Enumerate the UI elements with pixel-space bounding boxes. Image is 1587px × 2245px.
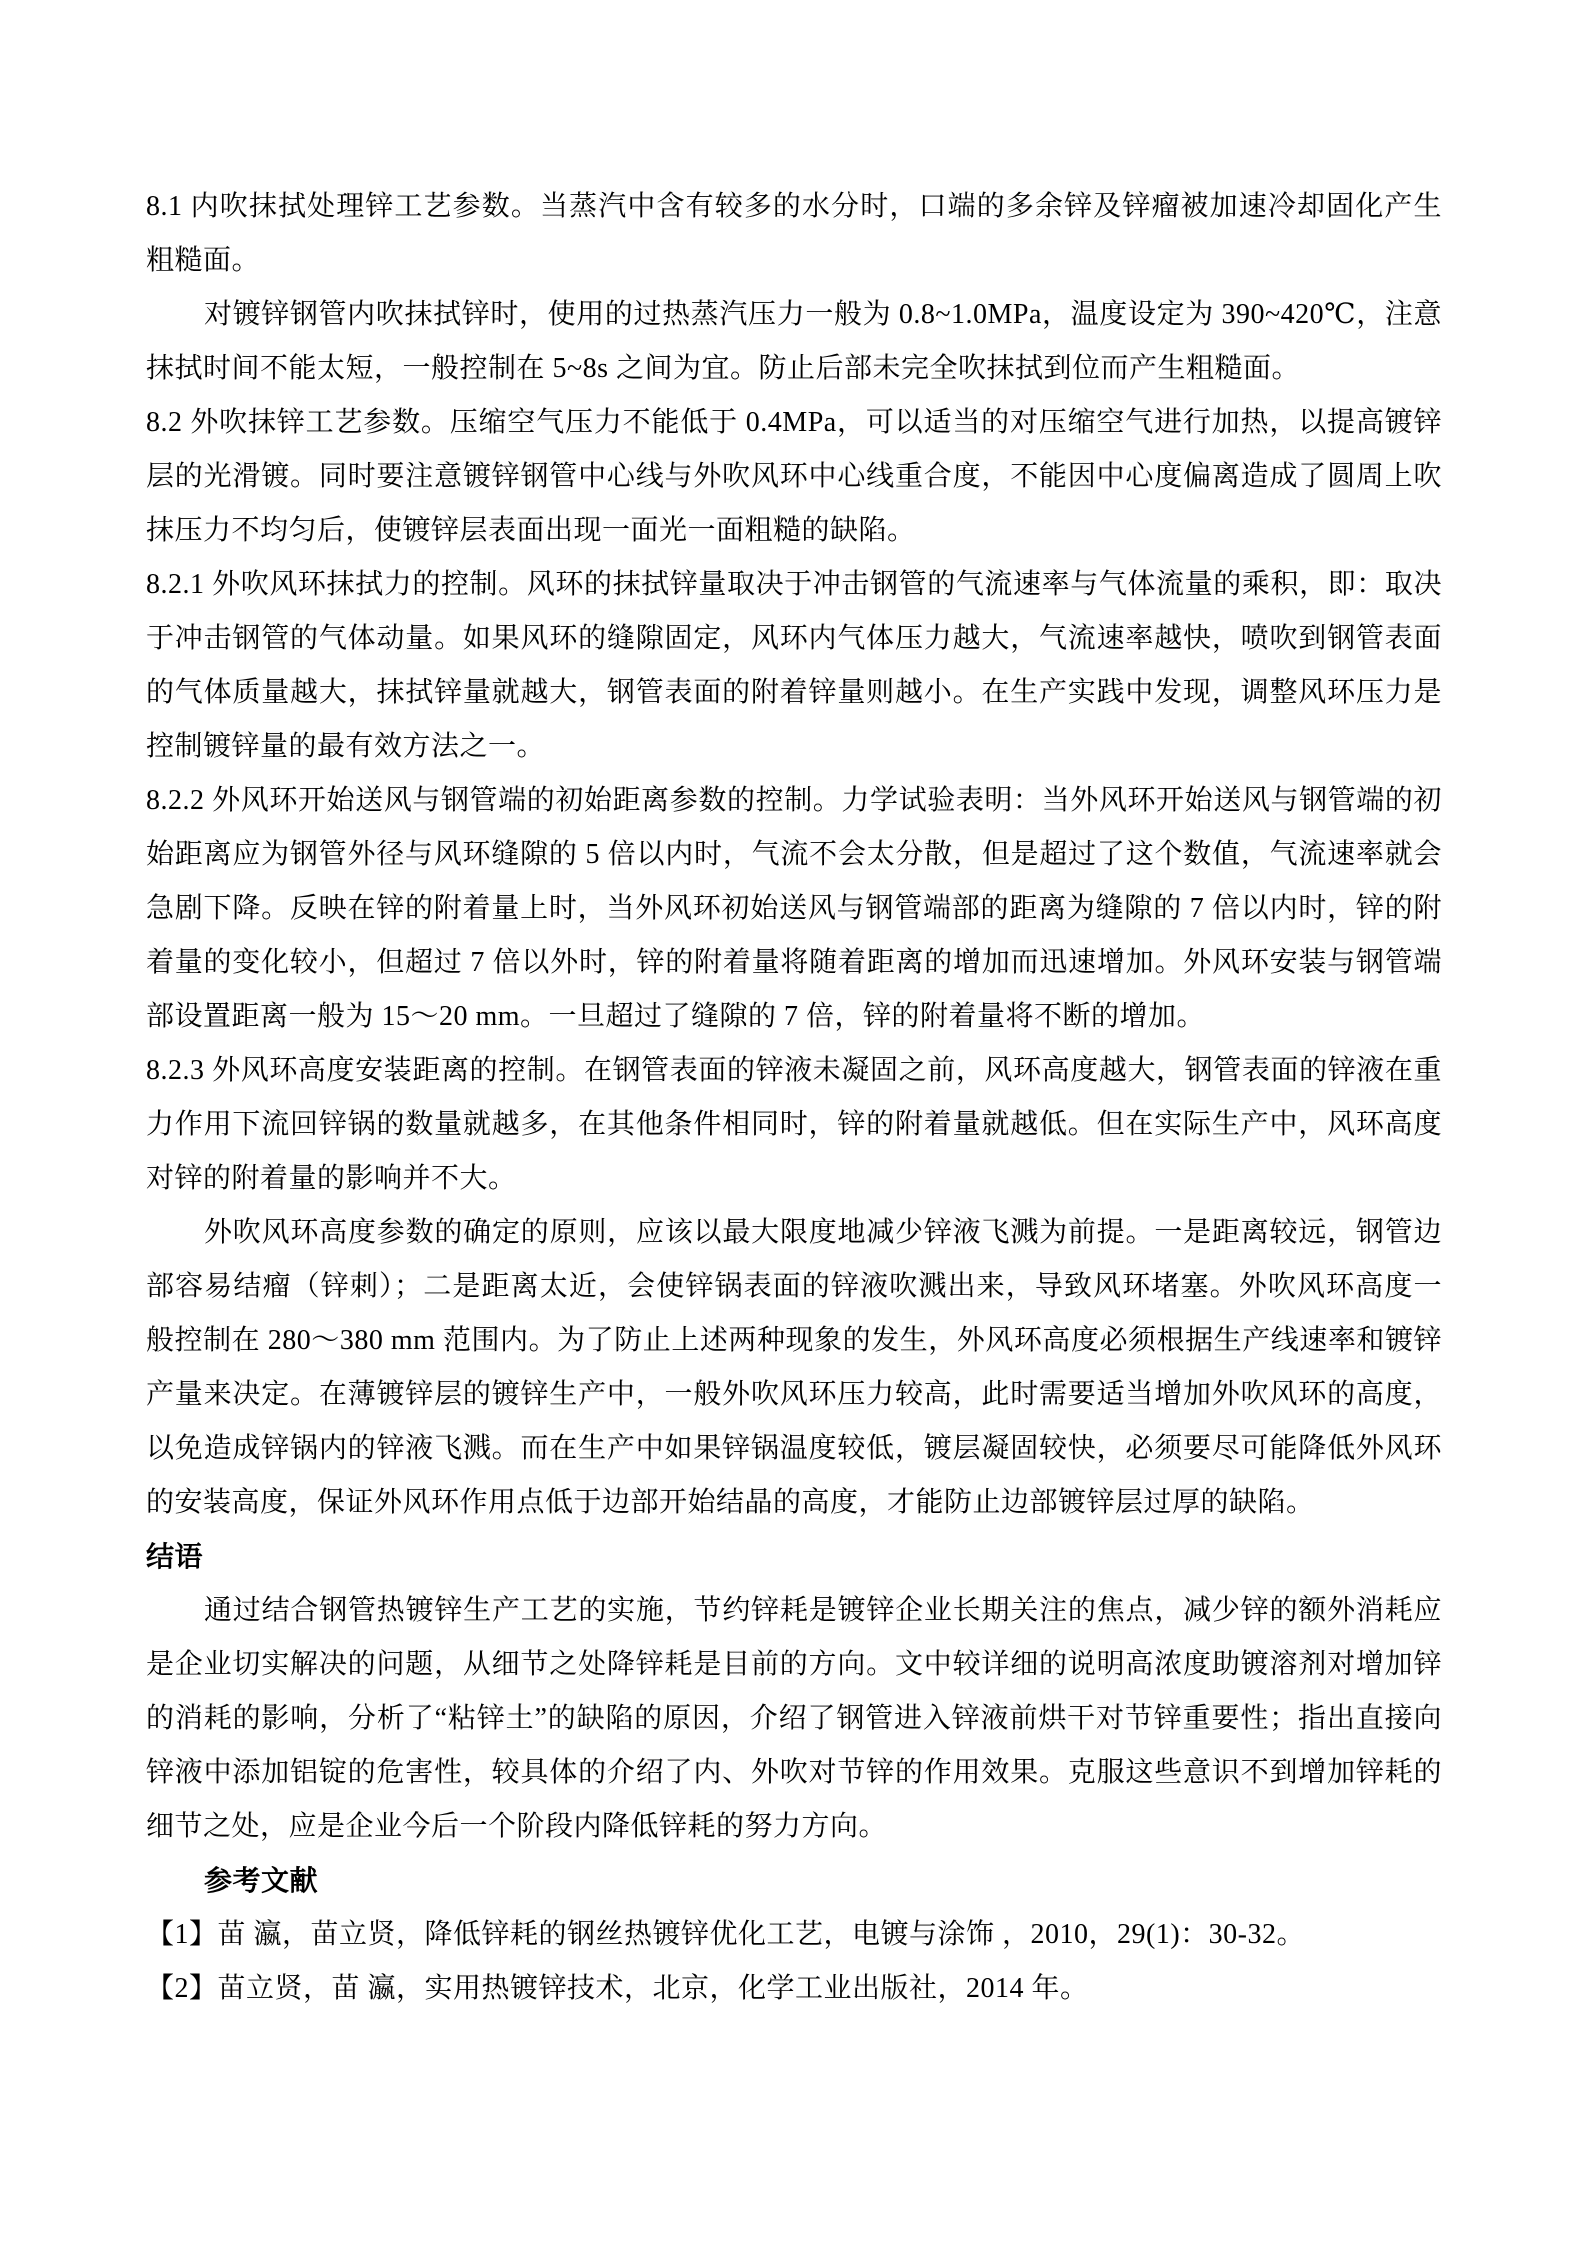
para-8-2-outer-blow-wiping-params: 8.2 外吹抹锌工艺参数。压缩空气压力不能低于 0.4MPa，可以适当的对压缩空气进行加热，以提高镀锌层的光滑镀。同时要注意镀锌钢管中心线与外吹风环中心线重合度，不能因中心度偏离造成了圆周上吹抹压力不均匀后，使镀锌层表面出现一面光一面粗糙的缺陷。 bbox=[146, 407, 1442, 546]
para-air-ring-height-principle: 外吹风环高度参数的确定的原则，应该以最大限度地减少锌液飞溅为前提。一是距离较远，钢管边部容易结瘤（锌刺）；二是距离太近，会使锌锅表面的锌液吹溅出来，导致风环堵塞。外吹风环高度一般控制在 280～380 mm 范围内。为了防止上述两种现象的发生，外风环高度必须根据生产线速率和镀锌产量来决定。在薄镀锌层的镀锌生产中，一般外吹风环压力较高，此时需要适当增加外吹风环的高度，以免造成锌锅内的锌液飞溅。而在生产中如果锌锅温度较低，镀层凝固较快，必须要尽可能降低外风环的安装高度，保证外风环作用点低于边部开始结晶的高度，才能防止边部镀锌层过厚的缺陷。 bbox=[146, 1217, 1442, 1518]
para-8-1-steam-pressure-detail: 对镀锌钢管内吹抹拭锌时，使用的过热蒸汽压力一般为 0.8~1.0MPa，温度设定为 390~420℃，注意抹拭时间不能太短，一般控制在 5~8s 之间为宜。防止后部未完全吹抹拭到位而产生粗糙面。 bbox=[146, 299, 1442, 384]
para-8-2-2-initial-distance-control: 8.2.2 外风环开始送风与钢管端的初始距离参数的控制。力学试验表明：当外风环开始送风与钢管端的初始距离应为钢管外径与风环缝隙的 5 倍以内时，气流不会太分散，但是超过了这个数值，气流速率就会急剧下降。反映在锌的附着量上时，当外风环初始送风与钢管端部的距离为缝隙的 7 倍以内时，锌的附着量的变化较小，但超过 7 倍以外时，锌的附着量将随着距离的增加而迅速增加。外风环安装与钢管端部设置距离一般为 15～20 mm。一旦超过了缝隙的 7 倍，锌的附着量将不断的增加。 bbox=[146, 785, 1442, 1032]
para-8-2-1-air-ring-wiping-force: 8.2.1 外吹风环抹拭力的控制。风环的抹拭锌量取决于冲击钢管的气流速率与气体流量的乘积，即：取决于冲击钢管的气体动量。如果风环的缝隙固定，风环内气体压力越大，气流速率越快，喷吹到钢管表面的气体质量越大，抹拭锌量就越大，钢管表面的附着锌量则越小。在生产实践中发现，调整风环压力是控制镀锌量的最有效方法之一。 bbox=[146, 569, 1442, 762]
conclusion-heading: 结语 bbox=[146, 1541, 204, 1572]
conclusion-paragraph: 通过结合钢管热镀锌生产工艺的实施，节约锌耗是镀锌企业长期关注的焦点，减少锌的额外消耗应是企业切实解决的问题，从细节之处降锌耗是目前的方向。文中较详细的说明高浓度助镀溶剂对增加锌的消耗的影响，分析了“粘锌土”的缺陷的原因，介绍了钢管进入锌液前烘干对节锌重要性；指出直接向锌液中添加铝锭的危害性，较具体的介绍了内、外吹对节锌的作用效果。克服这些意识不到增加锌耗的细节之处，应是企业今后一个阶段内降低锌耗的努力方向。 bbox=[146, 1595, 1442, 1842]
para-8-2-3-air-ring-height-control: 8.2.3 外风环高度安装距离的控制。在钢管表面的锌液未凝固之前，风环高度越大，钢管表面的锌液在重力作用下流回锌锅的数量就越多，在其他条件相同时，锌的附着量就越低。但在实际生产中，风环高度对锌的附着量的影响并不大。 bbox=[146, 1055, 1442, 1194]
references-heading: 参考文献 bbox=[204, 1865, 319, 1896]
para-8-1-inner-blow-wiping-params: 8.1 内吹抹拭处理锌工艺参数。当蒸汽中含有较多的水分时，口端的多余锌及锌瘤被加速冷却固化产生粗糙面。 bbox=[146, 191, 1442, 276]
reference-item-1: 【1】苗 瀛，苗立贤，降低锌耗的钢丝热镀锌优化工艺，电镀与涂饰 ，2010，29(1)：30-32。 bbox=[146, 1919, 1305, 1950]
reference-item-2: 【2】苗立贤，苗 瀛，实用热镀锌技术，北京，化学工业出版社，2014 年。 bbox=[146, 1973, 1089, 2004]
